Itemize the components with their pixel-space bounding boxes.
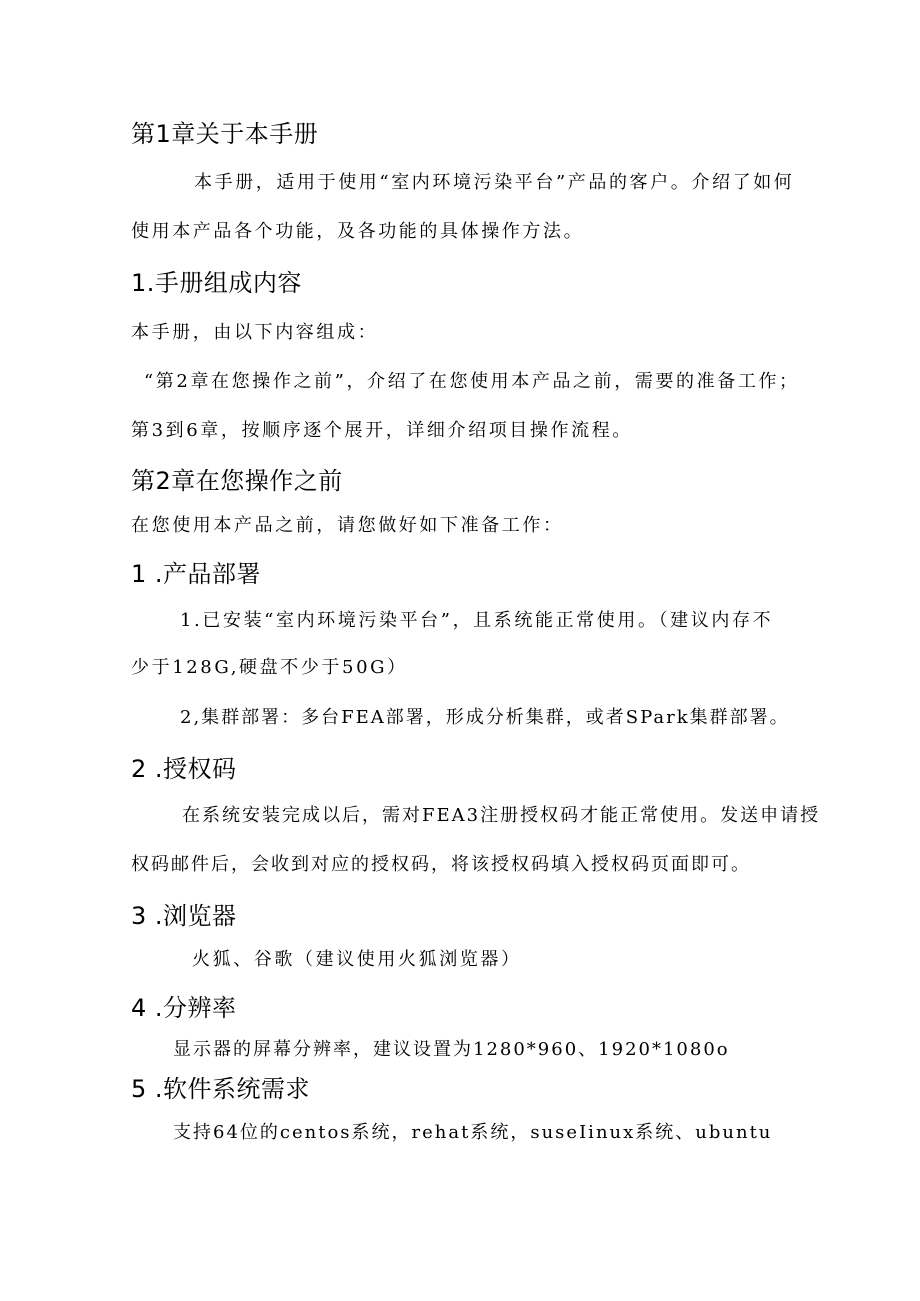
item-5-heading: 5 .软件系统需求 (131, 1075, 311, 1103)
section-1-heading: 1.手册组成内容 (131, 269, 302, 297)
item-1-heading: 1 .产品部署 (131, 560, 262, 588)
section-1-line-2: “第2章在您操作之前”，介绍了在您使用本产品之前，需要的准备工作； (144, 371, 800, 392)
chapter-2-intro: 在您使用本产品之前，请您做好如下准备工作： (131, 515, 564, 536)
item-4-line-1: 显示器的屏幕分辨率，建议设置为1280*960、1920*1080o (173, 1039, 730, 1060)
item-3-line-1: 火狐、谷歌（建议使用火狐浏览器） (192, 949, 522, 970)
item-1-line-1: 1.已安装“室内环境污染平台”，且系统能正常使用。（建议内存不 (180, 610, 774, 631)
chapter-1-intro-line-1: 本手册，适用于使用“室内环境污染平台”产品的客户。介绍了如何 (194, 172, 795, 193)
section-1-line-1: 本手册，由以下内容组成： (131, 322, 379, 343)
chapter-1-heading: 第1章关于本手册 (131, 120, 319, 148)
item-5-line-1: 支持64位的centos系统，rehat系统，suseIinux系统、ubuntu (173, 1122, 773, 1143)
item-2-line-1: 在系统安装完成以后，需对FEA3注册授权码才能正常使用。发送申请授 (182, 805, 821, 826)
item-4-heading: 4 .分辨率 (131, 994, 237, 1022)
item-2-line-2: 权码邮件后，会收到对应的授权码，将该授权码填入授权码页面即可。 (131, 854, 751, 875)
section-1-line-3: 第3到6章，按顺序逐个展开，详细介绍项目操作流程。 (131, 420, 633, 441)
item-1-line-3: 2,集群部署：多台FEA部署，形成分析集群，或者SPark集群部署。 (180, 707, 790, 728)
chapter-1-intro-line-2: 使用本产品各个功能，及各功能的具体操作方法。 (131, 221, 585, 242)
item-1-line-2: 少于128G,硬盘不少于50G） (131, 657, 408, 678)
item-2-heading: 2 .授权码 (131, 755, 237, 783)
item-3-heading: 3 .浏览器 (131, 902, 237, 930)
chapter-2-heading: 第2章在您操作之前 (131, 467, 343, 495)
